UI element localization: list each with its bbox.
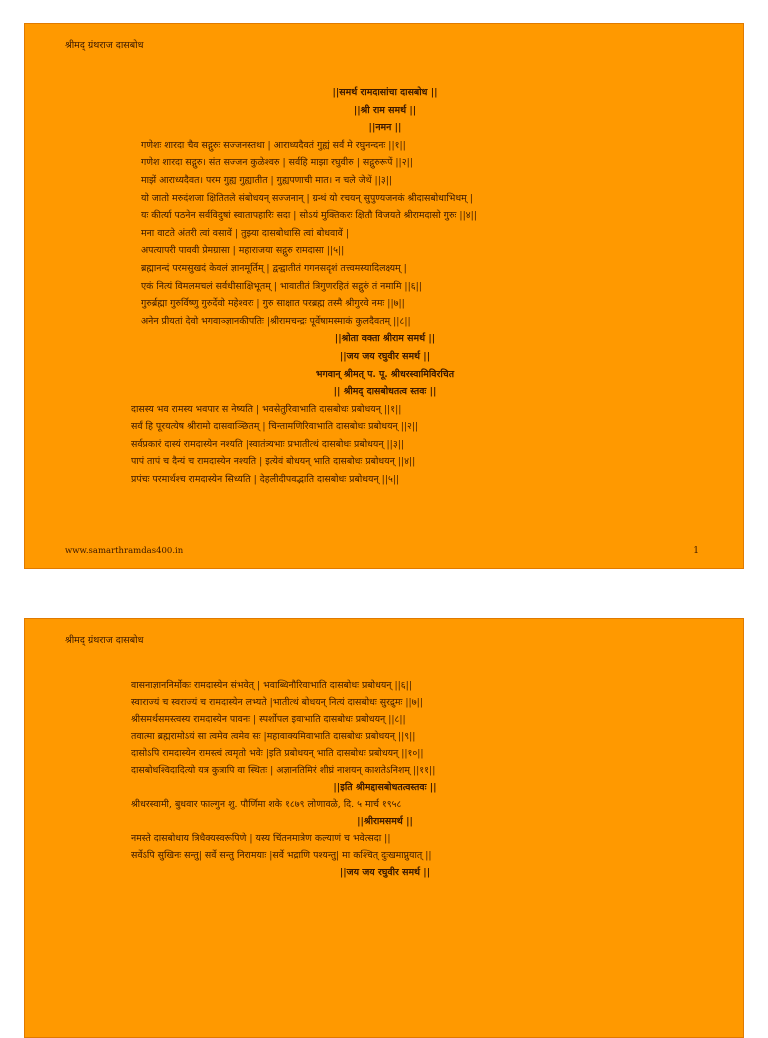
verse-line: दासस्य भव रामस्य भवपार स नेष्यति | भवसेतुरिवाभाति दासबोधः प्रबोधयन् ||१|| xyxy=(131,403,402,415)
verse-line: पापं तापं च दैन्यं च रामदास्येन नश्यति | इत्येवं बोधयन् भाति दासबोधः प्रबोधयन् ||४|| xyxy=(131,456,416,468)
footer-website: www.samarthramdas400.in xyxy=(65,546,184,556)
verse-line: गुरुर्ब्रह्मा गुरुर्विष्णु गुरुर्देवो महेश्वरः | गुरु साक्षात परब्रह्म तस्मै श्रीगुरवे नमः ||७|| xyxy=(141,298,405,310)
verse-line: वासनाज्ञाननिर्मोकः रामदास्येन संभवेत् | भवाब्धिनौरिवाभाति दासबोधः प्रबोधयन् ||६|| xyxy=(131,680,412,691)
verse-line: श्रीसमर्थसमस्त्वस्य रामदास्येन पावनः | स्पर्शोपल इवाभाति दासबोधः प्रबोधयन् ||८|| xyxy=(131,714,406,725)
verse-line: प्रपंचः परमार्थश्च रामदास्येन सिध्यति | देहलीदीपवद्भाति दासबोधः प्रबोधयन् ||५|| xyxy=(131,474,400,486)
verse-line: एकं नित्यं विमलमचलं सर्वधीसाक्षिभूतम् | भावातीतं त्रिगुणरहितं सद्गुरुं तं नमामि ||६|| xyxy=(141,280,422,292)
verse-line: अपत्यापरी पाववी प्रेमग्रासा | महाराजया सद्गुरु रामदासा ||५|| xyxy=(141,245,345,257)
document-page-2 xyxy=(24,618,744,1038)
verse-line: मना वाटते अंतरी त्वां वसावें | तुझ्या दासबोधासि त्वां बोधवावें | xyxy=(141,227,350,239)
verse-line: नमस्ते दासबोधाय त्रिधैक्यस्वरूपिणे | यस्य चिंतनमात्रेण कल्याणं च भवेत्सदा || xyxy=(131,833,391,844)
heading-line: ||श्रोता वक्ता श्रीराम समर्थ || xyxy=(334,333,436,345)
verse-line: सर्वेऽपि सुखिनः सन्तु| सर्वे सन्तु निरामयाः |सर्वे भद्राणि पश्यन्तु| मा कश्चित् दुःखमाप्नुयात् || xyxy=(131,850,432,861)
verse-line: सर्वप्रकारं दास्यं रामदास्येन नश्यति |स्वातंत्र्यभाः प्रभातीत्थं दासबोधः प्रबोधयन् ||३|| xyxy=(131,438,405,450)
page-body xyxy=(25,677,745,881)
heading-line: भगवान् श्रीमत् प. पू. श्रीधरस्वामिविरचित xyxy=(315,368,455,380)
verse-line: अनेन प्रीयतां देवो भगवाञ्ज्ञानकीपतिः |श्रीरामचन्द्रः पूर्वेषामस्माकं कुलदैवतम् ||८|| xyxy=(141,315,411,327)
heading-line: ||समर्थ रामदासांचा दासबोध || xyxy=(332,87,438,98)
verse-line: दासोऽपि रामदास्येन रामस्त्वं त्वमृतो भवेः |इति प्रबोधयन् भाति दासबोधः प्रबोधयन् ||१०|| xyxy=(131,748,424,759)
verse-line: दासबोधश्विदादित्यो यत्र कुत्रापि वा स्थितः | अज्ञानतिमिरं शीघ्रं नाशयन् काशतेऽनिशम् ||११|| xyxy=(131,765,436,776)
verse-line: यो जातो मरुदंशजा क्षितितले संबोधयन् सज्जनान् | ग्रन्थं यो रचयन् सुपुण्यजनकं श्रीदासबोधाभिधम् | xyxy=(141,192,473,204)
author-line: श्रीधरस्वामी, बुधवार फाल्गुन शु. पौर्णिमा शके १८७९ लोणावळे, दि. ५ मार्च १९५८ xyxy=(131,799,402,810)
page-body xyxy=(25,84,745,489)
verse-line: स्वाराज्यं च स्वराज्यं च रामदास्येन लभ्यते |भातीत्थं बोधयन् नित्यं दासबोधः सुरद्रुमः ||७|| xyxy=(131,697,423,708)
heading-line: ||जय जय रघुवीर समर्थ || xyxy=(339,350,431,362)
document-page-1 xyxy=(24,23,744,569)
verse-line: गणेशः शारदा चैव सद्गुरुः सज्जनस्तथा | आराध्यदैवतं गुह्यं सर्वं मे रघुनन्दनः ||१|| xyxy=(141,139,406,151)
heading-line: ||जय जय रघुवीर समर्थ || xyxy=(339,867,431,878)
page-header: श्रीमद् ग्रंथराज दासबोध xyxy=(65,40,144,51)
heading-line: || श्रीमद् दासबोधतत्व स्तवः || xyxy=(333,386,437,398)
verse-line: गणेश शारदा सद्गुरु। संत सज्जन कुळेश्वरु | सर्वहि माझा रघुवीरु | सद्गुरुरूपें ||२|| xyxy=(141,157,413,169)
page-header: श्रीमद् ग्रंथराज दासबोध xyxy=(65,635,144,646)
verse-line: माझें आराध्यदैवत। परम गुह्य गुह्यातीत | गुह्यपणाची मात। न चले जेथें ||३|| xyxy=(141,174,393,186)
heading-line: ||श्री राम समर्थ || xyxy=(353,104,417,116)
verse-line: यः कीर्त्या पठनेन सर्वविदुषां स्वातापहारिः सदा | सोऽयं मुक्तिकरः क्षितौ विजयते श्रीरामदासो गुरुः ||४|| xyxy=(141,210,477,222)
heading-line: ||श्रीरामसमर्थ || xyxy=(357,816,413,827)
heading-line: ||नमन || xyxy=(368,122,402,134)
verse-line: ब्रह्मानन्दं परमसुखदं केवलं ज्ञानमूर्तिम् | द्वन्द्वातीतं गगनसदृशं तत्त्वमस्यादिलक्ष्यम् | xyxy=(141,262,407,274)
verse-line: सर्वं हि पूरयत्येष श्रीरामो दासवाञ्छितम् | चिन्तामणिरिवाभाति दासबोधः प्रबोधयन् ||२|| xyxy=(131,421,419,433)
page-number: 1 xyxy=(693,546,699,556)
heading-line: ||इति श्रीमद्दासबोधतत्वस्तवः || xyxy=(333,782,437,793)
verse-line: तवात्मा ब्रह्मरामोऽयं सा त्वमेव त्वमेव सः |महावाक्यमिवाभाति दासबोधः प्रबोधयन् ||९|| xyxy=(131,731,416,742)
